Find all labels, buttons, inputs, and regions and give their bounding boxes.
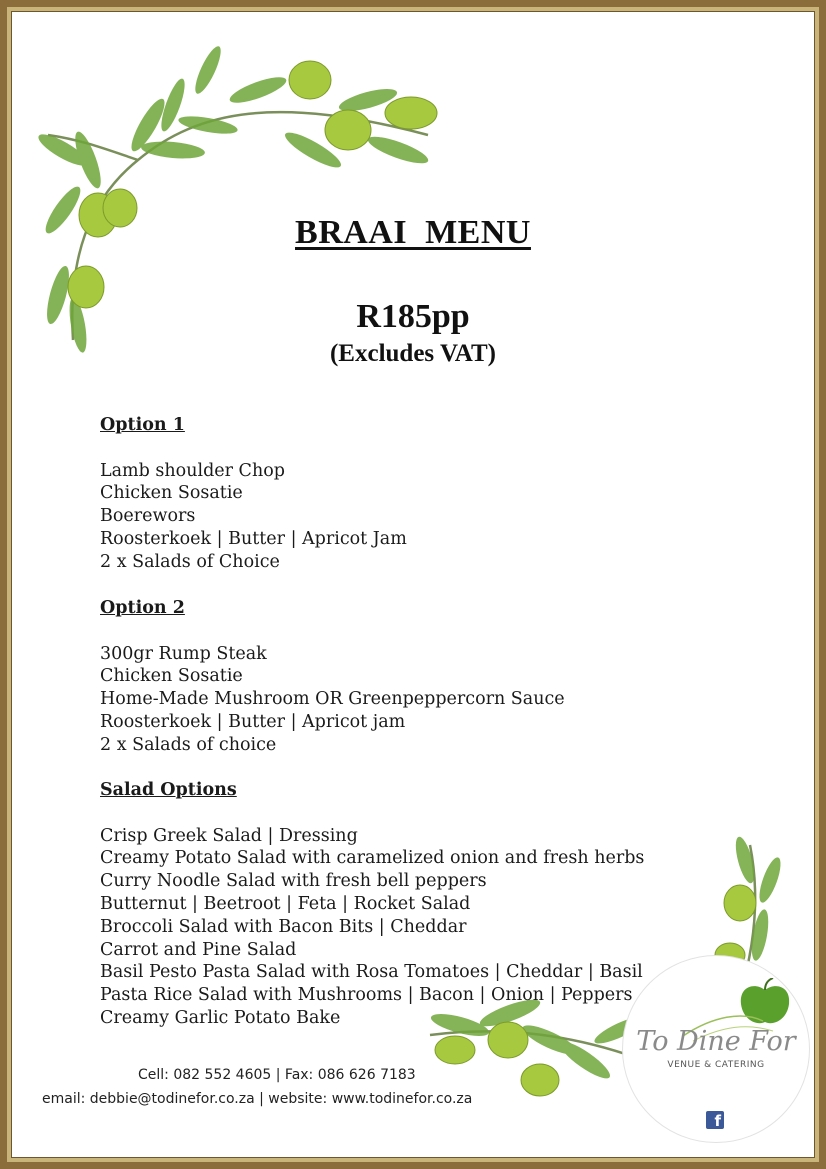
logo-name: To Dine For [636,1026,796,1057]
option-2-items [100,643,565,757]
menu-title [0,214,826,252]
footer-contact: Cell: 082 552 4605 | Fax: 086 626 7183 [138,1067,416,1083]
menu-price: R185pp [356,298,470,335]
list-item: Creamy Potato Salad with caramelized onion and fresh herbs [100,848,645,869]
menu-title-text: BRAAI MENU [295,214,531,251]
list-item: Lamb shoulder Chop [100,460,285,481]
facebook-icon[interactable]: f [706,1111,724,1129]
venue-logo [622,955,810,1143]
option-1-section [100,414,407,574]
list-item: Chicken Sosatie [100,483,243,504]
option-2-heading: Option 2 [100,598,185,618]
list-item: 2 x Salads of choice [100,734,277,755]
option-2-section [100,597,565,757]
list-item: Boerewors [100,506,196,527]
salad-options-heading: Salad Options [100,780,237,800]
salad-options-section [100,779,644,1030]
list-item: Creamy Garlic Potato Bake [100,1007,341,1028]
list-item: Roosterkoek | Butter | Apricot Jam [100,528,407,549]
list-item: Home-Made Mushroom OR Greenpeppercorn Sauce [100,689,565,710]
list-item: 300gr Rump Steak [100,643,267,664]
list-item: Crisp Greek Salad | Dressing [100,825,358,846]
vat-note: (Excludes VAT) [329,340,496,367]
list-item: Butternut | Beetroot | Feta | Rocket Salad [100,893,471,914]
list-item: Chicken Sosatie [100,666,243,687]
list-item: Curry Noodle Salad with fresh bell peppers [100,871,487,892]
option-1-heading: Option 1 [100,415,185,435]
option-1-items [100,460,407,574]
list-item: Basil Pesto Pasta Salad with Rosa Tomatoes | Cheddar | Basil [100,962,643,983]
list-item: 2 x Salads of Choice [100,551,280,572]
salad-options-items [100,825,644,1030]
list-item: Broccoli Salad with Bacon Bits | Cheddar [100,916,467,937]
list-item: Pasta Rice Salad with Mushrooms | Bacon | Onion | Peppers [100,985,633,1006]
list-item: Carrot and Pine Salad [100,939,297,960]
footer-email-website: email: debbie@todinefor.co.za | website: www.todinefor.co.za [42,1091,473,1107]
logo-tagline: VENUE & CATERING [667,1060,765,1070]
list-item: Roosterkoek | Butter | Apricot jam [100,711,406,732]
